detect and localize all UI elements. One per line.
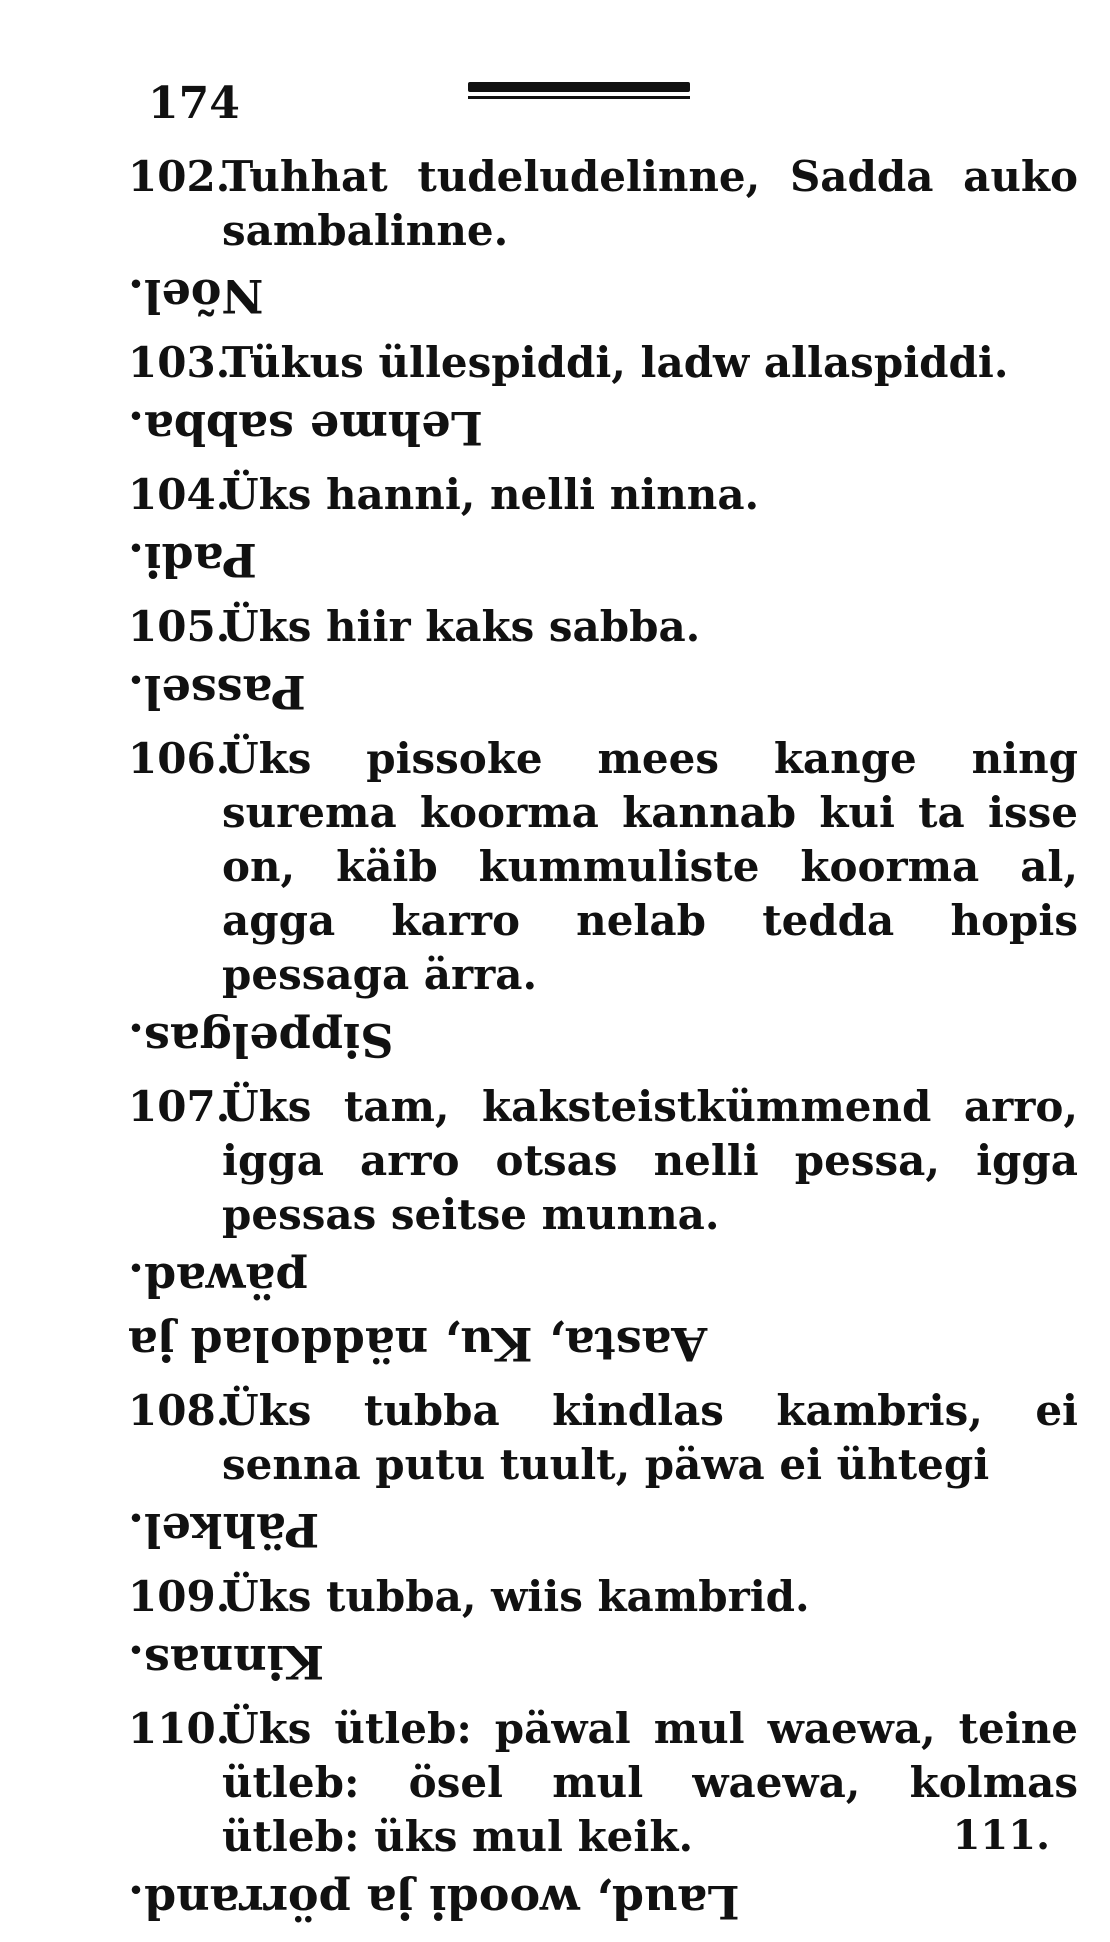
riddle-text: Üks pissoke mees kange ning surema koorma kannab kui ta isse on, käib kummuliste koorma al, agga karro nelab tedda hopis pessaga ärra. (222, 734, 1078, 999)
riddle-answer-inverted: Aasta, Ku, näddolad ja päwad. (128, 1253, 708, 1371)
riddle-text: Üks ütleb: päwal mul waewa, teine ütleb: ösel mul waewa, kolmas ütleb: üks mul keik. (222, 1704, 1078, 1861)
riddle-text: Üks tam, kaksteistkümmend arro, igga arro otsas nelli pessa, igga pessas seitse munna. (222, 1082, 1078, 1239)
riddle-number: 104. (128, 470, 231, 519)
catchword: 111. (952, 1812, 1050, 1859)
riddle-answer-inverted: Passel. (128, 665, 306, 719)
riddle-answer-inverted: Padi. (128, 533, 257, 587)
riddle-text: Üks tubba, wiis kambrid. (222, 1572, 810, 1621)
riddle-item (128, 468, 1078, 592)
riddle-text: Üks hanni, nelli ninna. (222, 470, 760, 519)
riddle-number: 103. (128, 338, 231, 387)
riddle-item (128, 1570, 1078, 1694)
riddle-item (128, 1080, 1078, 1376)
riddle-text: Üks hiir kaks sabba. (222, 602, 701, 651)
riddle-text: Tuhhat tudeludelinne, Sadda auko sambalinne. (222, 152, 1078, 255)
riddle-number: 109. (128, 1572, 231, 1621)
riddle-answer-inverted: Kinnas. (128, 1635, 325, 1689)
riddle-item (128, 150, 1078, 328)
riddle-number: 105. (128, 602, 231, 651)
riddle-item (128, 1384, 1078, 1562)
riddle-item (128, 600, 1078, 724)
riddle-list (128, 150, 1078, 1942)
riddle-text: Tükus üllespiddi, ladw allaspiddi. (222, 338, 1009, 387)
riddle-item (128, 1702, 1078, 1934)
riddle-number: 106. (128, 734, 231, 783)
riddle-number: 102. (128, 152, 231, 201)
riddle-answer-inverted: Pähkel. (128, 1503, 320, 1557)
riddle-answer-inverted: Nõel. (128, 269, 264, 323)
page-header (148, 78, 1030, 148)
riddle-number: 110. (128, 1704, 231, 1753)
header-rule-thin (468, 96, 690, 99)
riddle-number: 108. (128, 1386, 231, 1435)
riddle-item (128, 336, 1078, 460)
page-number: 174 (148, 78, 240, 129)
header-rule (468, 82, 690, 92)
riddle-answer-inverted: Lehme sabba. (128, 401, 483, 455)
riddle-text: Üks tubba kindlas kambris, ei senna putu tuult, päwa ei ühtegi (222, 1386, 1078, 1489)
riddle-item (128, 732, 1078, 1072)
riddle-number: 107. (128, 1082, 231, 1131)
riddle-answer-inverted: Laud, woodi ja pörrand. (128, 1875, 740, 1929)
riddle-answer-inverted: Sippelgas. (128, 1013, 394, 1067)
